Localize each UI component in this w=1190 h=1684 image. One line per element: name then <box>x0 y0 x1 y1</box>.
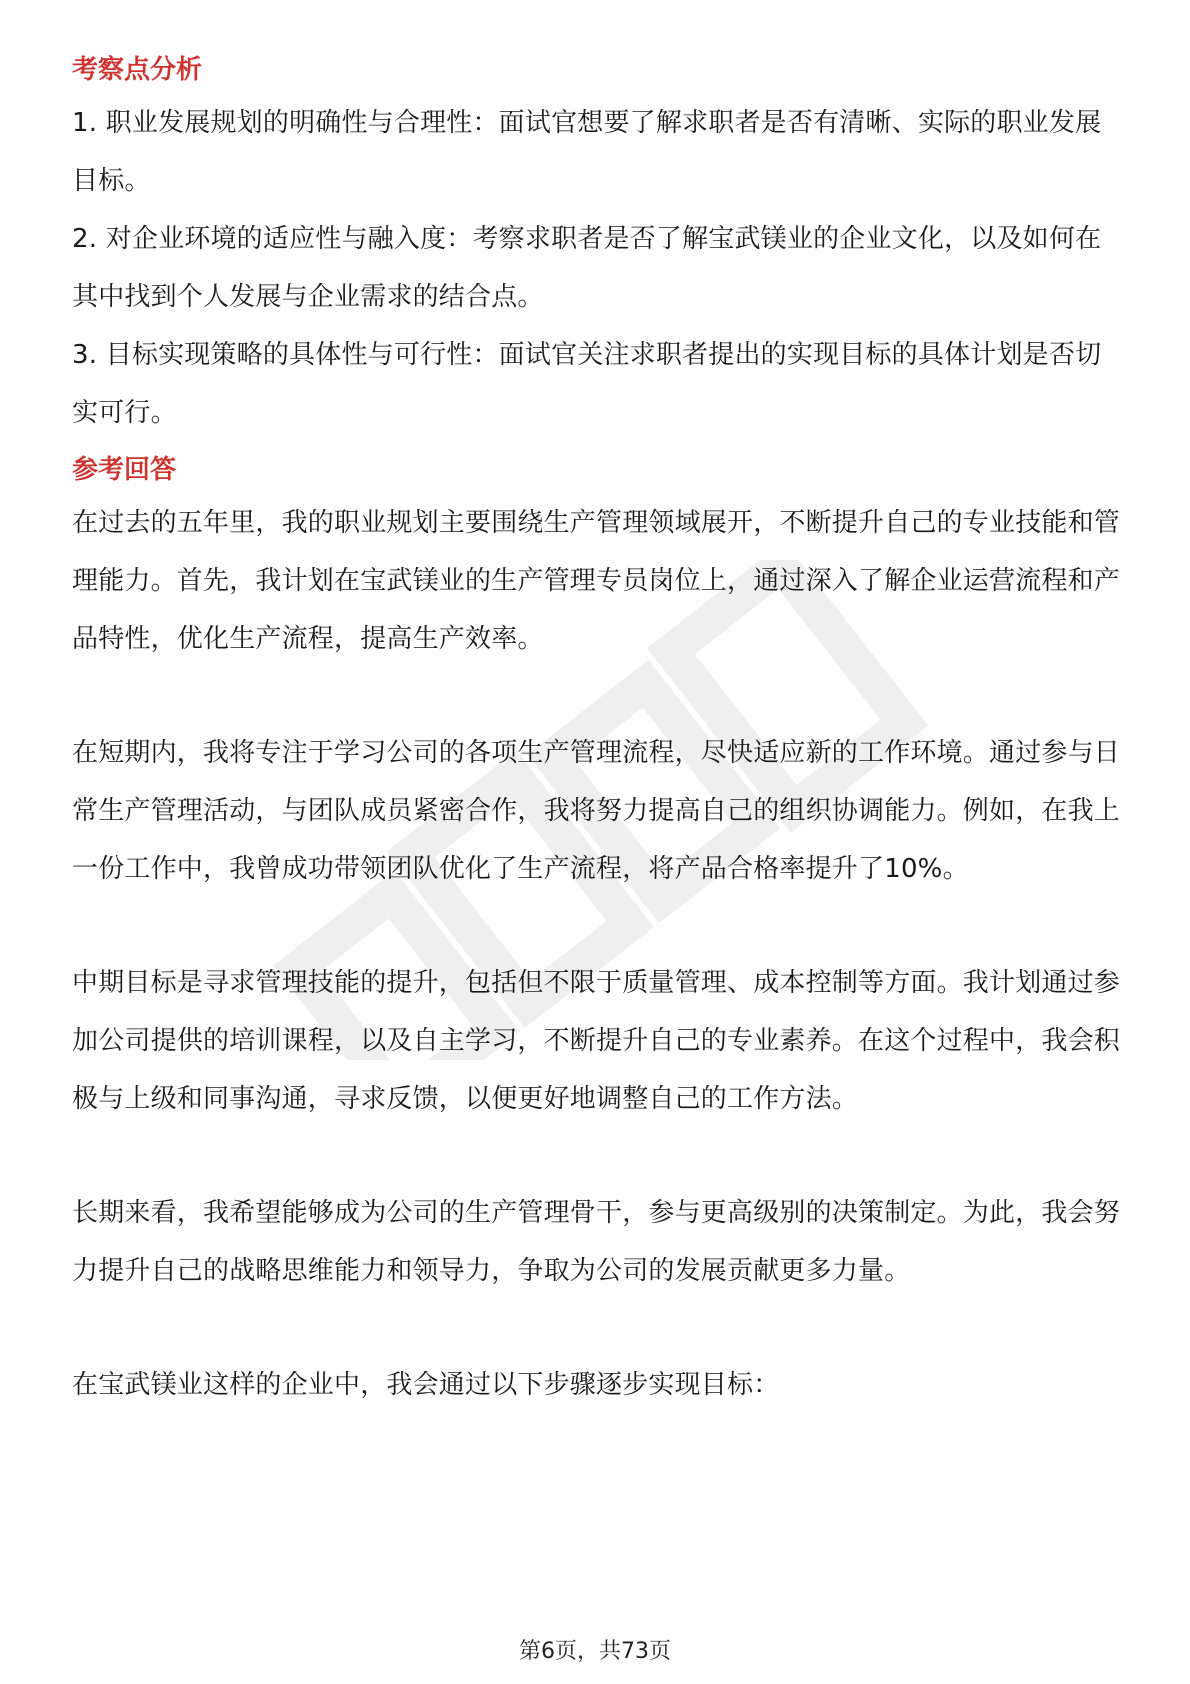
page-number: 第6页，共73页 <box>519 1639 671 1664</box>
section-heading-analysis: 考察点分析 <box>72 55 203 85</box>
analysis-item-1: 1. 职业发展规划的明确性与合理性：面试官想要了解求职者是否有清晰、实际的职业发展目标。 <box>72 108 1102 196</box>
answer-paragraph-5: 在宝武镁业这样的企业中，我会通过以下步骤逐步实现目标： <box>72 1370 780 1400</box>
answer-paragraph-1: 在过去的五年里，我的职业规划主要围绕生产管理领域展开，不断提升自己的专业技能和管理能力。首先，我计划在宝武镁业的生产管理专员岗位上，通过深入了解企业运营流程和产品特性，优化生产流程，提高生产效率。 <box>72 508 1121 654</box>
analysis-item-2: 2. 对企业环境的适应性与融入度：考察求职者是否了解宝武镁业的企业文化，以及如何在其中找到个人发展与企业需求的结合点。 <box>72 224 1102 312</box>
answer-paragraph-3: 中期目标是寻求管理技能的提升，包括但不限于质量管理、成本控制等方面。我计划通过参加公司提供的培训课程，以及自主学习，不断提升自己的专业素养。在这个过程中，我会积极与上级和同事沟通，寻求反馈，以便更好地调整自己的工作方法。 <box>72 968 1121 1114</box>
answer-paragraph-4: 长期来看，我希望能够成为公司的生产管理骨干，参与更高级别的决策制定。为此，我会努力提升自己的战略思维能力和领导力，争取为公司的发展贡献更多力量。 <box>72 1198 1121 1286</box>
section-heading-answer: 参考回答 <box>72 455 177 485</box>
analysis-item-3: 3. 目标实现策略的具体性与可行性：面试官关注求职者提出的实现目标的具体计划是否切实可行。 <box>72 340 1102 428</box>
document-content <box>72 52 1120 1414</box>
answer-paragraph-2: 在短期内，我将专注于学习公司的各项生产管理流程，尽快适应新的工作环境。通过参与日常生产管理活动，与团队成员紧密合作，我将努力提高自己的组织协调能力。例如，在我上一份工作中，我曾成功带领团队优化了生产流程，将产品合格率提升了10%。 <box>72 738 1121 884</box>
